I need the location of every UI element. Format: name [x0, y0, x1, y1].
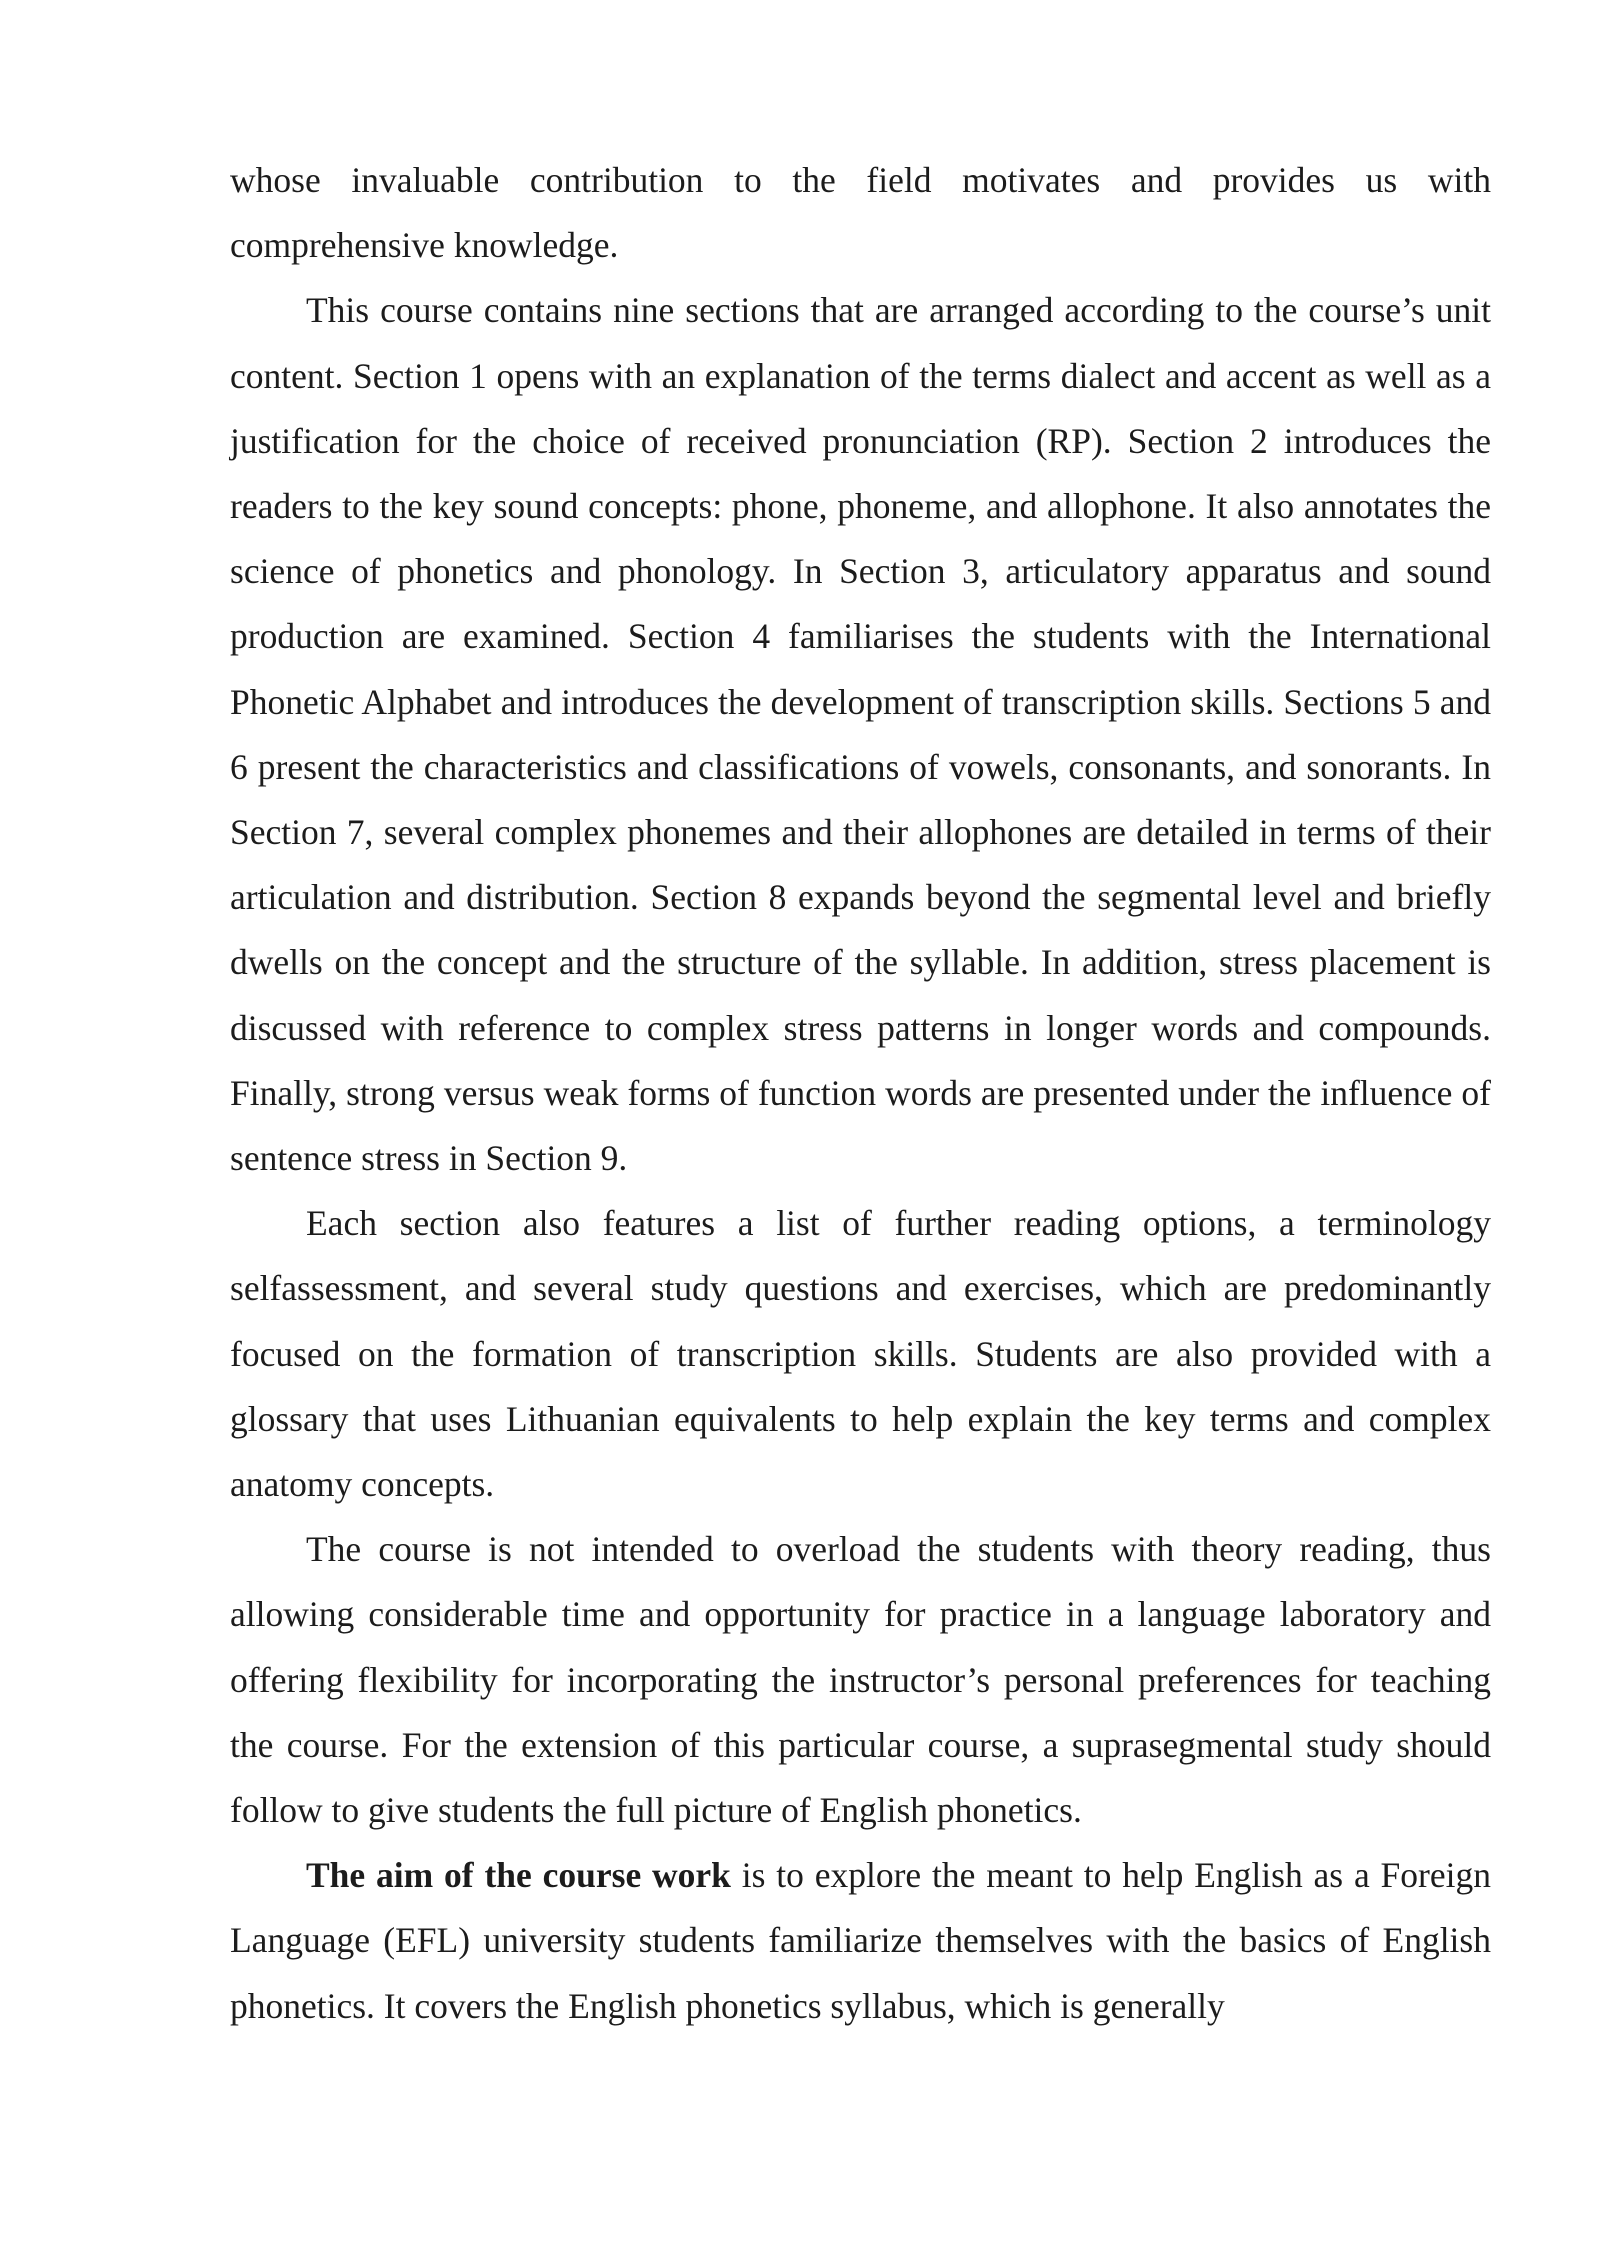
aim-heading-phrase: The aim of the course work [306, 1855, 731, 1896]
paragraph-course-sections: This course contains nine sections that are arranged according to the course’s unit content. Section 1 opens with an explanation of the terms dialect and accent as well as a justification for the choice of received pronunciation (RP). Section 2 introduces the readers to the key sound concepts: phone, phoneme, and allophone. It also annotates the science of phonetics and phonology. In Section 3, articulatory apparatus and sound production are examined. Section 4 familiarises the students with the International Phonetic Alphabet and introduces the development of transcription skills. Sections 5 and 6 present the characteristics and classifications of vowels, consonants, and sonorants. In Section 7, several complex phonemes and their allophones are detailed in terms of their articulation and distribution. Section 8 expands beyond the segmental level and briefly dwells on the concept and the structure of the syllable. In addition, stress placement is discussed with reference to complex stress patterns in longer words and compounds. Finally, strong versus weak forms of function words are presented under the influence of sentence stress in Section 9. [230, 290, 1491, 1179]
paragraph-course-aim [230, 1843, 1491, 2039]
aim-text: is to explore the meant to help English as a Foreign Language (EFL) university students familiarize themselves with the basics of English phonetics. It covers the English phonetics syllabus, which is generally [230, 1855, 1491, 2026]
paragraph-section-features: Each section also features a list of further reading options, a terminology selfassessment, and several study questions and exercises, which are predominantly focused on the formation of transcription skills. Students are also provided with a glossary that uses Lithuanian equivalents to help explain the key terms and complex anatomy concepts. [230, 1203, 1491, 1505]
paragraph-course-intent: The course is not intended to overload the students with theory reading, thus allowing considerable time and opportunity for practice in a language laboratory and offering flexibility for incorporating the instructor’s personal preferences for teaching the course. For the extension of this particular course, a suprasegmental study should follow to give students the full picture of English phonetics. [230, 1529, 1491, 1831]
paragraph-continued: whose invaluable contribution to the field motivates and provides us with comprehensive knowledge. [230, 160, 1491, 266]
document-body [230, 148, 1491, 2039]
